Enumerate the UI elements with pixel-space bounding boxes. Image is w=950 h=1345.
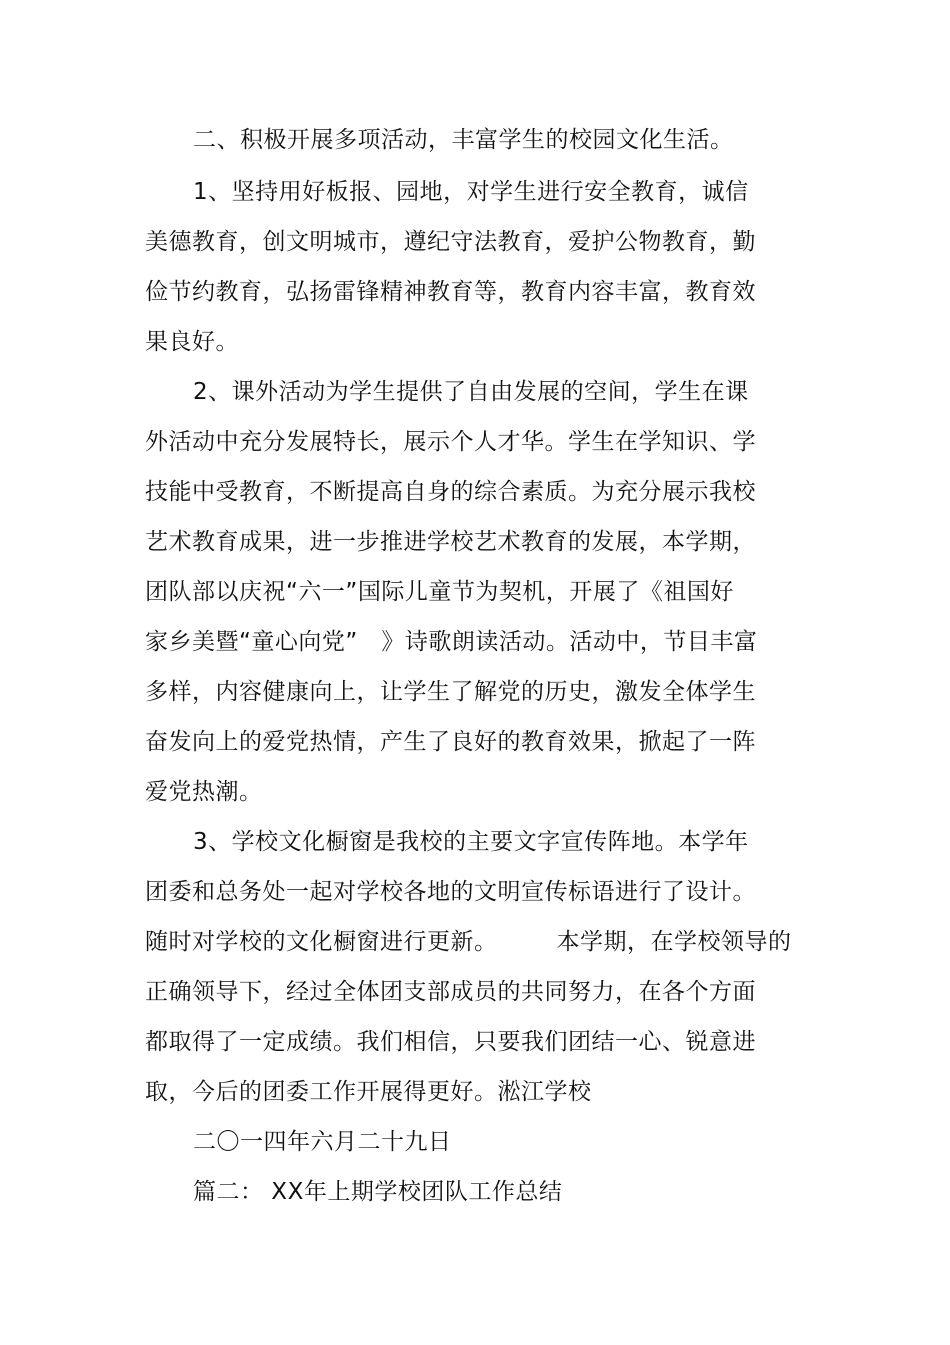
paragraph-line: 技能中受教育，不断提高自身的综合素质。为充分展示我校: [145, 479, 756, 505]
paragraph-line: 团队部以庆祝“六一”国际儿童节为契机，开展了《祖国好: [145, 579, 734, 605]
paragraph-line: 俭节约教育，弘扬雷锋精神教育等，教育内容丰富，教育效: [145, 279, 756, 305]
paragraph-line: 外活动中充分发展特长，展示个人才华。学生在学知识、学: [145, 429, 756, 455]
paragraph-line: 多样，内容健康向上，让学生了解党的历史，激发全体学生: [145, 679, 756, 705]
paragraph-line: 团委和总务处一起对学校各地的文明宣传标语进行了设计。: [145, 879, 756, 905]
paragraph-line: 家乡美暨“童心向党” 》诗歌朗读活动。活动中，节目丰富: [145, 629, 758, 655]
date-line: 二〇一四年六月二十九日: [193, 1129, 452, 1155]
paragraph-line: 2、课外活动为学生提供了自由发展的空间，学生在课: [193, 379, 749, 405]
next-article-title: 篇二： XX年上期学校团队工作总结: [193, 1179, 563, 1205]
paragraph-line: 正确领导下，经过全体团支部成员的共同努力，在各个方面: [145, 979, 756, 1005]
paragraph-line: 美德教育，创文明城市，遵纪守法教育，爱护公物教育，勤: [145, 229, 756, 255]
paragraph-line: 艺术教育成果，进一步推进学校艺术教育的发展，本学期，: [145, 529, 756, 555]
paragraph-line: 随时对学校的文化橱窗进行更新。 本学期，在学校领导的: [145, 929, 792, 955]
paragraph-line: 都取得了一定成绩。我们相信，只要我们团结一心、锐意进: [145, 1029, 756, 1055]
paragraph-line: 果良好。: [145, 329, 239, 355]
section-heading: 二、积极开展多项活动，丰富学生的校园文化生活。: [193, 127, 734, 153]
paragraph-line: 取，今后的团委工作开展得更好。淞江学校: [145, 1079, 592, 1105]
paragraph-line: 1、坚持用好板报、园地，对学生进行安全教育，诚信: [193, 179, 749, 205]
paragraph-line: 3、学校文化橱窗是我校的主要文字宣传阵地。本学年: [193, 829, 749, 855]
paragraph-line: 爱党热潮。: [145, 779, 263, 805]
paragraph-line: 奋发向上的爱党热情，产生了良好的教育效果，掀起了一阵: [145, 729, 756, 755]
